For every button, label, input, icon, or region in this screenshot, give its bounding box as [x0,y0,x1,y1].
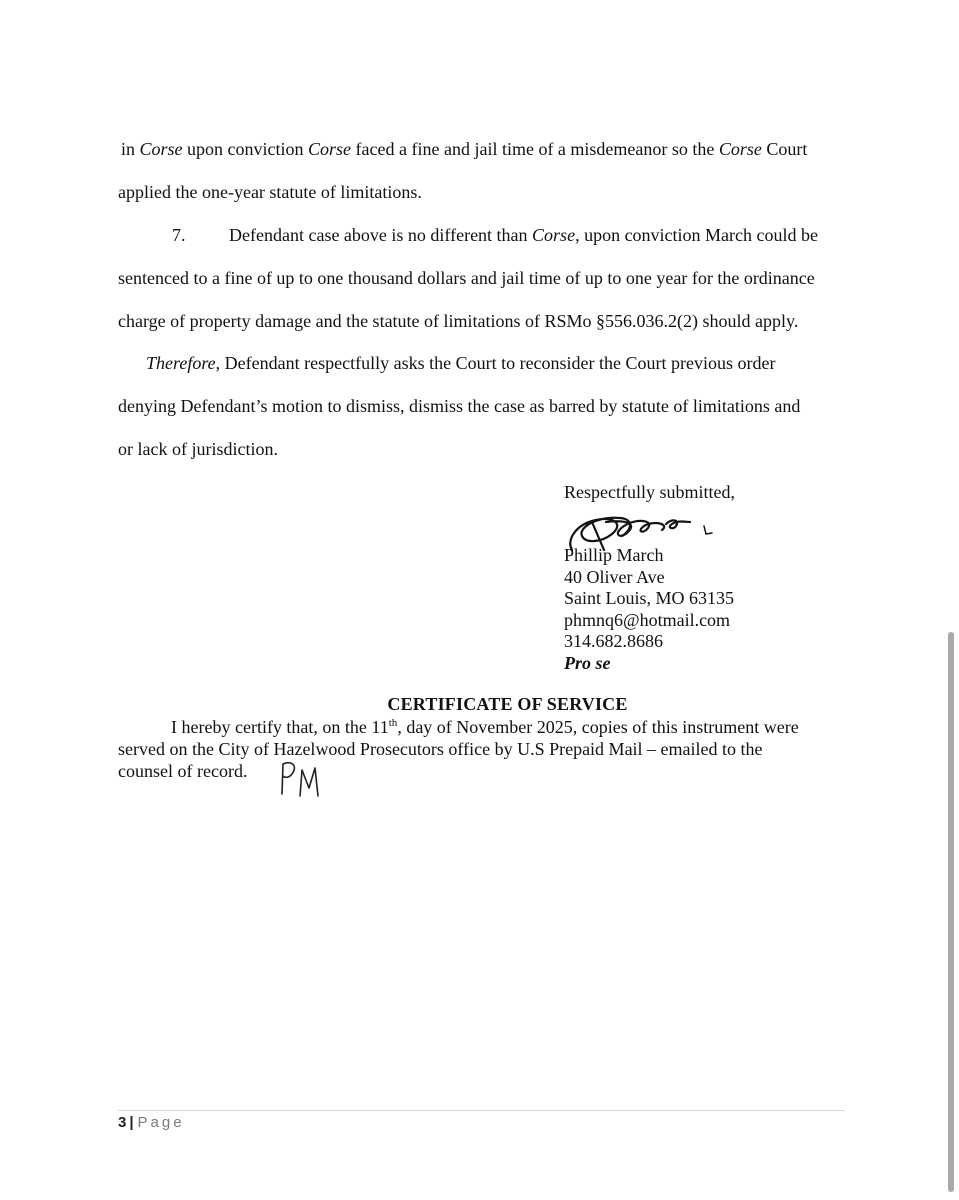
signer-status: Pro se [564,652,611,673]
signer-email: phmnq6@hotmail.com [564,609,731,630]
signer-city: Saint Louis, MO 63135 [564,588,735,608]
prayer-line-1: Therefore, Defendant respectfully asks the Court to reconsider the Court previous order [146,353,776,373]
certificate-line-3: counsel of record. [118,761,248,781]
prayer-line-3: or lack of jurisdiction. [118,439,278,459]
scrollbar-thumb[interactable] [948,632,954,1192]
scrollbar-track[interactable] [945,0,959,1200]
signer-phone: 314.682.8686 [564,631,663,651]
paragraph-7-number: 7. [172,225,186,245]
paragraph-7-line-2: sentenced to a fine of up to one thousand dollars and jail time of up to one year for the ordinance [118,268,815,288]
signer-name: Phillip March [564,545,664,565]
page-number: 3 [118,1114,127,1131]
handwritten-initials [278,760,324,800]
page-footer [118,1114,185,1131]
certificate-line-1: I hereby certify that, on the 11th, day of November 2025, copies of this instrument were [171,717,799,737]
footer-separator: | [129,1114,134,1131]
paragraph-6-line-1: in Corse upon conviction Corse faced a fine and jail time of a misdemeanor so the Corse Court [121,139,808,159]
prayer-line-2: denying Defendant’s motion to dismiss, dismiss the case as barred by statute of limitations and [118,396,801,416]
page-label: Page [137,1114,185,1131]
signature-closing: Respectfully submitted, [564,482,735,502]
signer-street: 40 Oliver Ave [564,566,665,587]
certificate-line-2: served on the City of Hazelwood Prosecutors office by U.S Prepaid Mail – emailed to the [118,739,763,759]
paragraph-6-line-2: applied the one-year statute of limitations. [118,182,422,202]
signature-address-block [564,545,734,674]
paragraph-7-line-1: Defendant case above is no different than Corse, upon conviction March could be [229,225,819,245]
paragraph-7-line-3: charge of property damage and the statute of limitations of RSMo §556.036.2(2) should apply. [118,311,799,331]
footer-divider [118,1110,845,1111]
certificate-heading: CERTIFICATE OF SERVICE [387,694,628,714]
